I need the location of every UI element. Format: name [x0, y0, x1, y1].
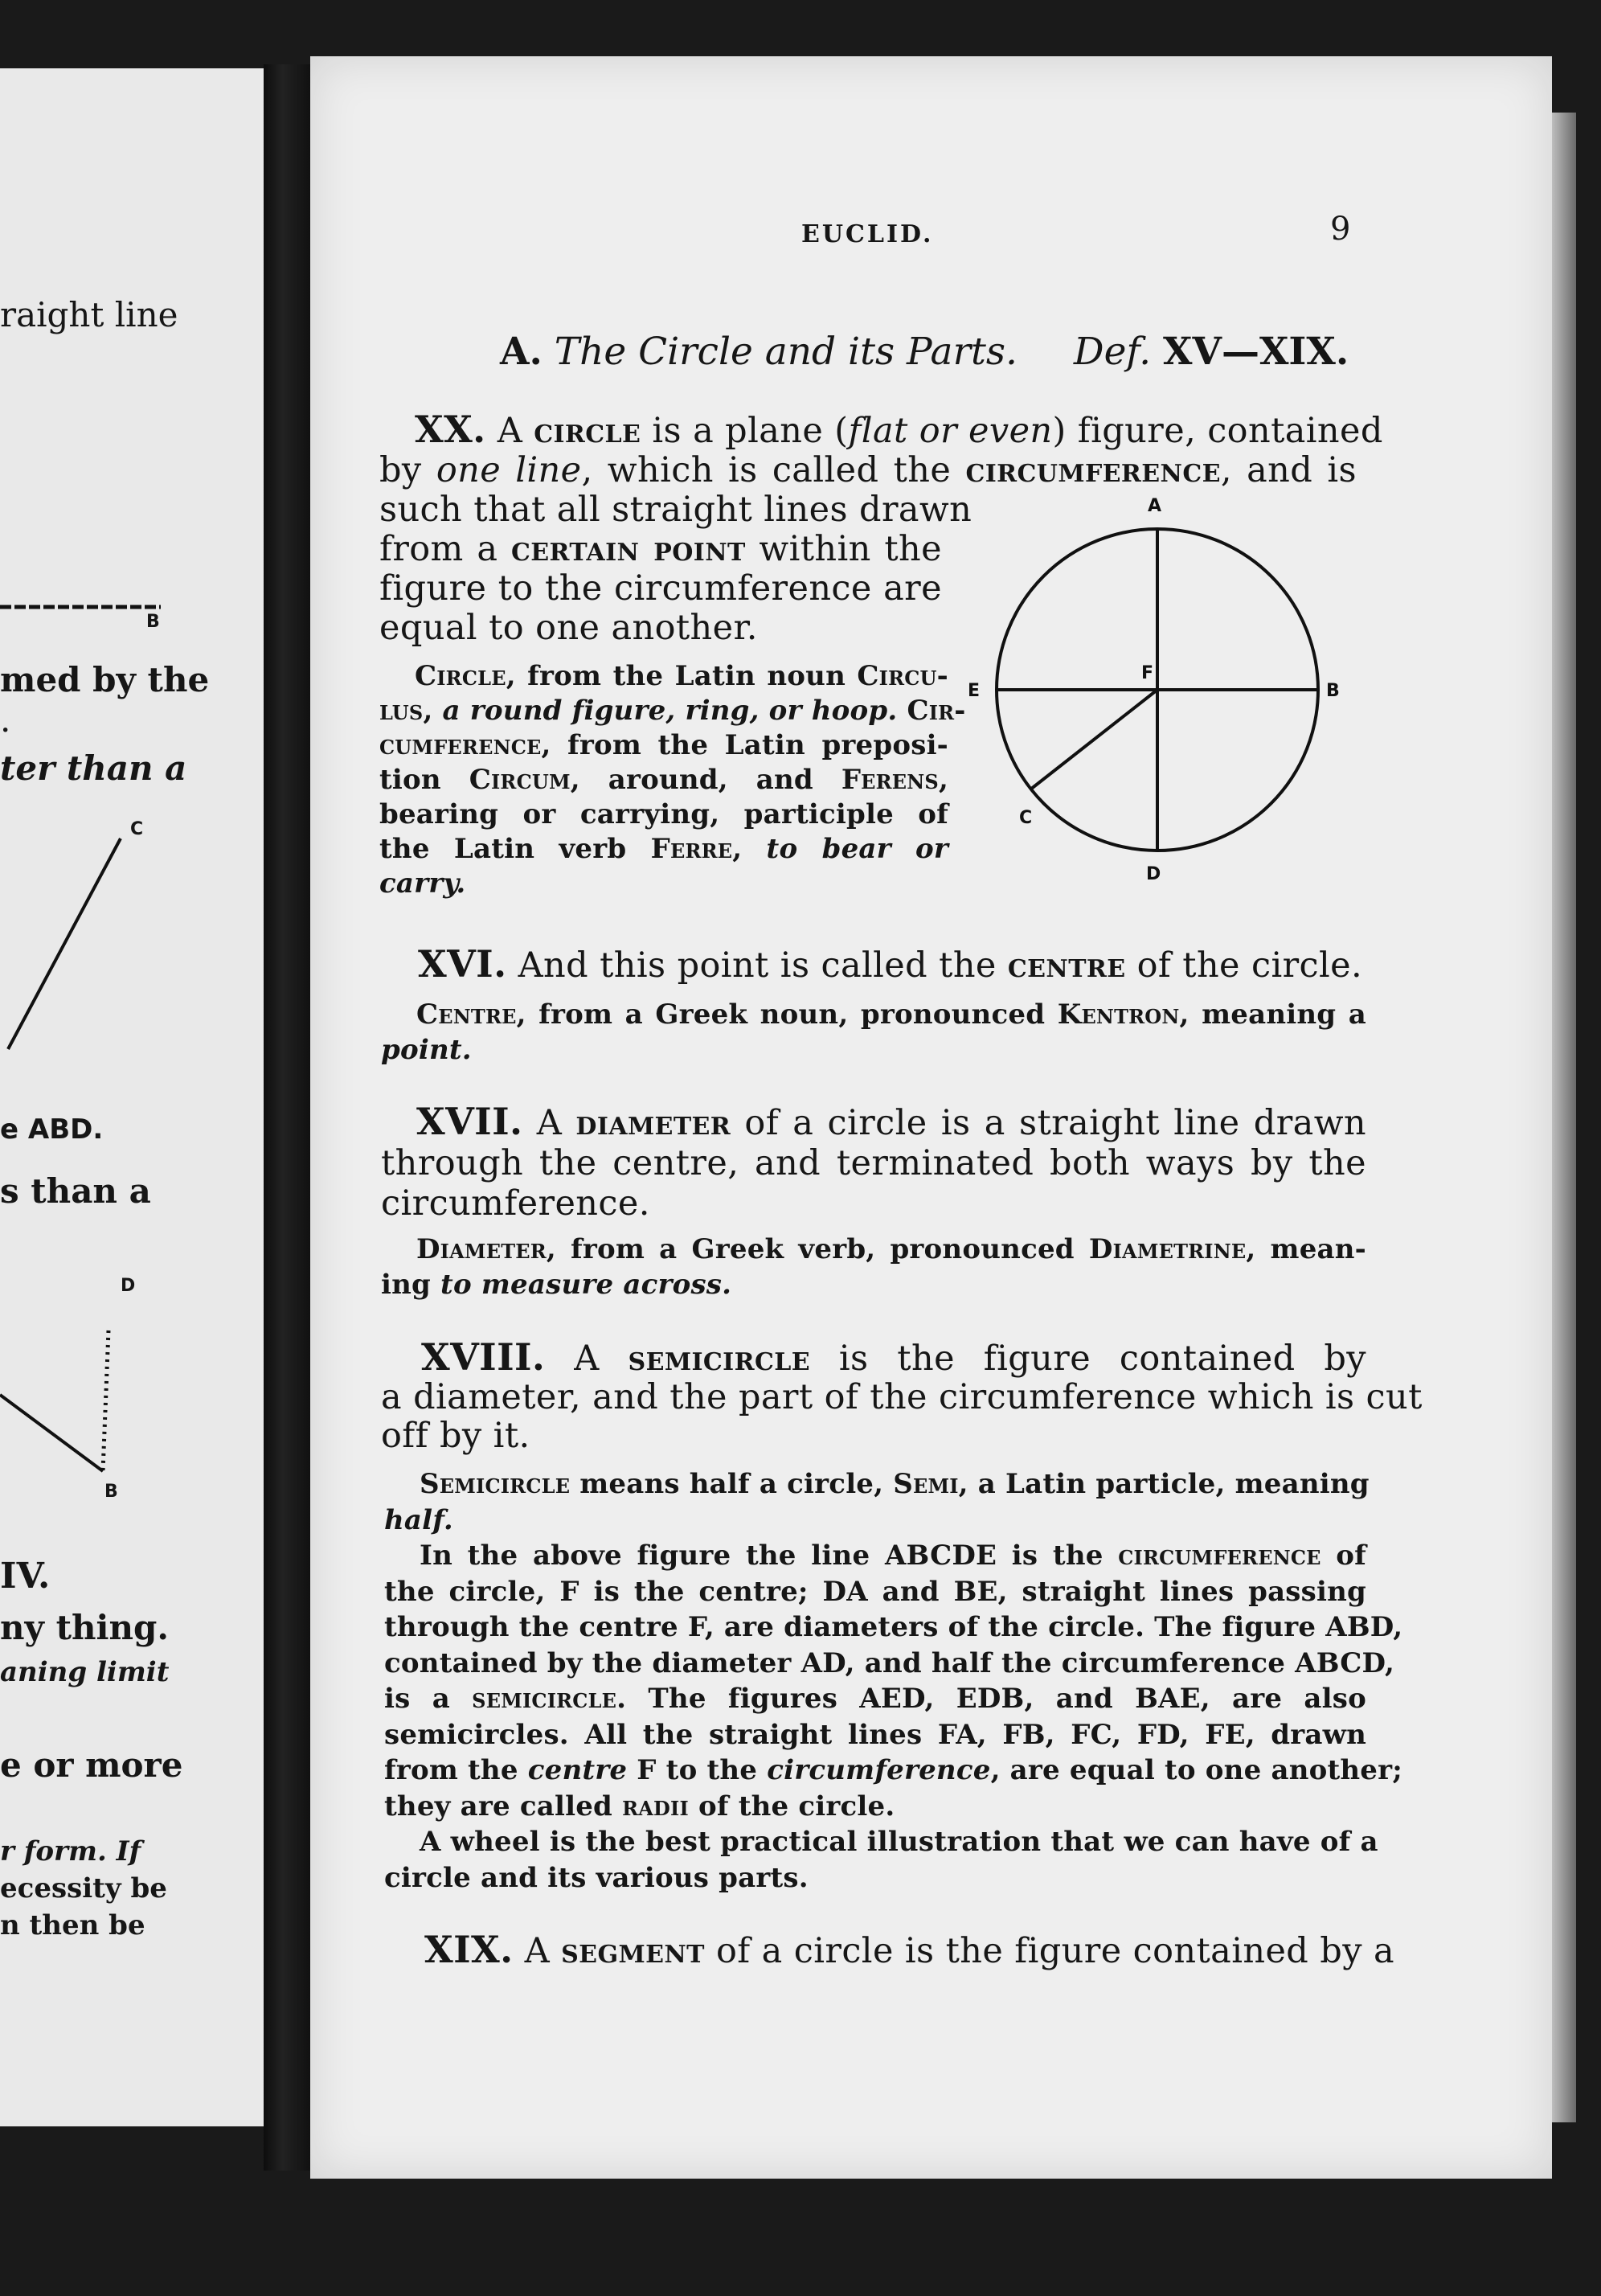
definition-xviii	[381, 1335, 1423, 1456]
left-fragment: raight line	[0, 295, 178, 334]
definition-line: by one line, which is called the circumference, and is	[379, 450, 1357, 490]
note-line: half.	[384, 1503, 453, 1536]
note-line: Circle, from the Latin noun Circu-	[415, 660, 948, 692]
page-number: 9	[1330, 211, 1351, 248]
note-line: Diameter, from a Greek verb, pronounced Diametrine, mean-	[416, 1233, 1366, 1265]
left-fragment: med by the	[0, 660, 210, 699]
definition-line: XVII. A diameter of a circle is a straight line drawn	[416, 1100, 1366, 1143]
radius-fc	[1030, 690, 1157, 789]
left-fragment: aning limit	[0, 1656, 170, 1688]
note-circle-etymology	[379, 659, 966, 901]
figure-label-a: A	[1148, 496, 1162, 516]
definition-line: XX. A circle is a plane (flat or even) figure, contained	[415, 408, 1383, 451]
note-line: semicircles. All the straight lines FA, FB, FC, FD, FE, drawn	[384, 1718, 1366, 1751]
note-line: tion Circum, around, and Ferens,	[379, 764, 948, 796]
definition-line: XVIII. A semicircle is the figure contained by	[421, 1335, 1366, 1379]
note-line: from the centre F to the circumference, are equal to one another;	[384, 1754, 1403, 1786]
section-letter: A.	[500, 330, 543, 374]
definition-line: figure to the circumference are	[379, 568, 942, 609]
left-page-diagrams	[0, 68, 264, 2126]
section-range: XV—XIX.	[1163, 330, 1349, 374]
left-fragment: s than a	[0, 1171, 151, 1211]
note-line: cumference, from the Latin preposi-	[379, 729, 948, 761]
definition-numeral: XVI.	[418, 942, 507, 986]
note-line: bearing or carrying, participle of	[379, 798, 948, 830]
figure-label-e: E	[968, 681, 981, 701]
definition-xvi	[418, 942, 1362, 986]
note-line: the Latin verb Ferre, to bear or	[379, 833, 949, 865]
left-fragment: n then be	[0, 1909, 145, 1941]
figure-label-d: D	[1146, 864, 1161, 884]
circle-figure	[948, 482, 1366, 900]
note-line: point.	[381, 1034, 472, 1066]
left-facing-page	[0, 68, 264, 2126]
definition-numeral: XIX.	[424, 1928, 514, 1971]
section-title: The Circle and its Parts.	[554, 330, 1018, 374]
left-fragment: IV.	[0, 1556, 51, 1597]
page-edge	[1552, 113, 1576, 2122]
definition-line: through the centre, and terminated both ways by the	[381, 1143, 1366, 1183]
running-head: EUCLID.	[801, 220, 934, 248]
definition-numeral: XVIII.	[421, 1335, 546, 1379]
left-fragment: .	[0, 700, 11, 740]
definition-line: XVI. And this point is called the centre of the circle.	[418, 942, 1363, 986]
note-line: is a semicircle. The figures AED, EDB, and BAE, are also	[384, 1683, 1366, 1715]
note-centre-etymology	[381, 997, 1366, 1068]
left-fragment: ny thing.	[0, 1608, 169, 1647]
figure-label-b: B	[1326, 681, 1340, 701]
definition-numeral: XX.	[415, 408, 486, 451]
note-line: they are called radii of the circle.	[384, 1790, 895, 1822]
left-label-c: C	[130, 819, 144, 839]
book-spine	[264, 64, 310, 2171]
note-line: A wheel is the best practical illustration that we can have of a	[420, 1826, 1378, 1858]
definition-line: XIX. A segment of a circle is the figure contained by a	[424, 1928, 1395, 1971]
definition-xvii	[381, 1101, 1366, 1224]
definition-line: a diameter, and the part of the circumference which is cut	[381, 1377, 1423, 1417]
definition-line: circumference.	[381, 1183, 650, 1224]
left-fragment: ter than a	[0, 748, 187, 788]
note-semicircle	[384, 1466, 1403, 1896]
section-def: Def.	[1073, 330, 1152, 374]
definition-xix	[424, 1928, 1394, 1971]
note-line: In the above figure the line ABCDE is the circumference of	[420, 1540, 1366, 1572]
definition-line: such that all straight lines drawn	[379, 490, 972, 530]
note-line: circle and its various parts.	[384, 1861, 809, 1894]
left-label-b: B	[146, 612, 160, 632]
definition-line: from a certain point within the	[379, 529, 942, 569]
note-line: through the centre F, are diameters of the circle. The figure ABD,	[384, 1611, 1403, 1643]
figure-label-c: C	[1019, 808, 1033, 828]
note-line: Centre, from a Greek noun, pronounced Kentron, meaning a	[416, 998, 1366, 1031]
left-fragment: e or more	[0, 1745, 183, 1785]
left-label-b: B	[104, 1482, 118, 1502]
note-line: lus, a round figure, ring, or hoop. Cir-	[379, 695, 966, 727]
figure-label-f: F	[1141, 663, 1154, 683]
note-line: ing to measure across.	[381, 1269, 732, 1301]
left-fragment: r form. If	[0, 1835, 141, 1868]
note-line: carry.	[379, 867, 466, 900]
note-line: Semicircle means half a circle, Semi, a Latin particle, meaning	[420, 1468, 1370, 1500]
note-line: the circle, F is the centre; DA and BE, straight lines passing	[384, 1575, 1366, 1608]
left-label-d: D	[121, 1276, 136, 1296]
definition-line: off by it.	[381, 1416, 530, 1456]
left-fragment: ecessity be	[0, 1872, 167, 1904]
definition-numeral: XVII.	[416, 1100, 523, 1143]
note-line: contained by the diameter AD, and half the circumference ABCD,	[384, 1646, 1395, 1679]
section-heading	[500, 330, 1349, 374]
left-fragment: e ABD.	[0, 1113, 104, 1146]
note-diameter-etymology	[381, 1232, 1366, 1302]
definition-line: equal to one another.	[379, 608, 758, 648]
